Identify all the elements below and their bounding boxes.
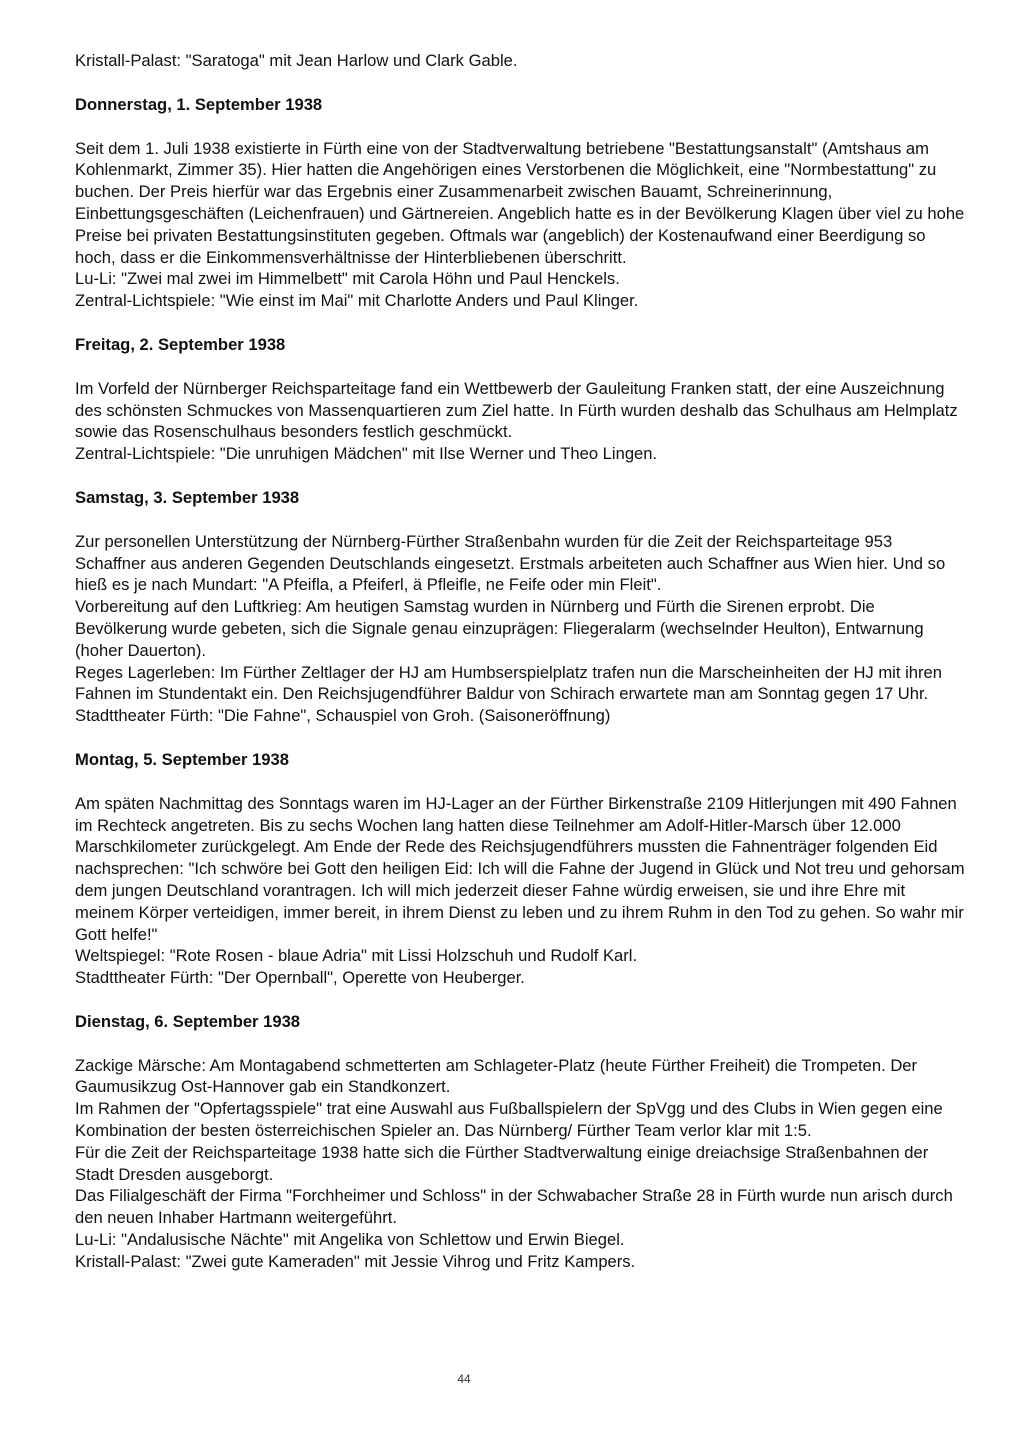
entry-date-heading: Donnerstag, 1. September 1938: [75, 94, 323, 114]
entry-paragraph: Am späten Nachmittag des Sonntags waren im HJ-Lager an der Fürther Birkenstraße 2109 Hitlerjungen mit 490 Fahnen im Rechteck angetreten. Bis zu sechs Wochen lang hatten diese Teilnehmer am Adolf-Hitler-Marsch über 12.000 Marschkilometer zurückgelegt. Am Ende der Rede des Reichsjugendführers mussten die Fahnenträger folgenden Eid nachsprechen: "Ich schwöre bei Gott den heiligen Eid: Ich will die Fahne der Jugend in Glück und Not treu und gehorsam dem jungen Deutschland vorantragen. Ich will mich jederzeit dieser Fahne würdig erweisen, sie und ihre Ehre mit meinem Körper verteidigen, immer bereit, in ihrem Dienst zu leben und zu ihrem Ruhm in den Tod zu gehen. So wahr mir Gott helfe!": [75, 793, 965, 944]
entry-date-heading: Montag, 5. September 1938: [75, 749, 289, 769]
entry-paragraph: Lu-Li: "Andalusische Nächte" mit Angelika von Schlettow und Erwin Biegel.: [75, 1230, 625, 1250]
entry-paragraph: Stadttheater Fürth: "Der Opernball", Operette von Heuberger.: [75, 968, 525, 988]
entry-date-heading: Freitag, 2. September 1938: [75, 334, 286, 354]
entry-paragraph: Im Vorfeld der Nürnberger Reichsparteitage fand ein Wettbewerb der Gauleitung Franken statt, der eine Auszeichnung des schönsten Schmuckes von Massenquartieren zum Ziel hatte. In Fürth wurden deshalb das Schulhaus am Helmplatz sowie das Rosenschulhaus besonders festlich geschmückt.: [75, 378, 958, 442]
entry-paragraph: Zur personellen Unterstützung der Nürnberg-Fürther Straßenbahn wurden für die Zeit der Reichsparteitage 953 Schaffner aus anderen Gegenden Deutschlands eingesetzt. Erstmals arbeiteten auch Schaffner aus Wien hier. Und so hieß es je nach Mundart: "A Pfeifla, a Pfeiferl, ä Pfleifle, ne Feife oder min Fleit".: [75, 531, 946, 595]
entry-paragraph: Im Rahmen der "Opfertagsspiele" trat eine Auswahl aus Fußballspielern der SpVgg und des Clubs in Wien gegen eine Kombination der besten österreichischen Spieler an. Das Nürnberg/ Fürther Team verlor klar mit 1:5.: [75, 1099, 943, 1141]
entry-paragraph: Vorbereitung auf den Luftkrieg: Am heutigen Samstag wurden in Nürnberg und Fürth die Sirenen erprobt. Die Bevölkerung wurde gebeten, sich die Signale genau einzuprägen: Fliegeralarm (wechselnder Heulton), Entwarnung (hoher Dauerton).: [75, 597, 924, 660]
entry-paragraph: Zentral-Lichtspiele: "Wie einst im Mai" mit Charlotte Anders und Paul Klinger.: [75, 291, 639, 311]
entry-date-heading: Samstag, 3. September 1938: [75, 487, 300, 507]
entry-paragraph: Reges Lagerleben: Im Fürther Zeltlager der HJ am Humbserspielplatz trafen nun die Marscheinheiten der HJ mit ihren Fahnen im Stundentakt ein. Den Reichsjugendführer Baldur von Schirach erwartete man am Sonntag gegen 17 Uhr.: [75, 662, 942, 704]
entry-paragraph: Für die Zeit der Reichsparteitage 1938 hatte sich die Fürther Stadtverwaltung einige dreiachsige Straßenbahnen der Stadt Dresden ausgeborgt.: [75, 1142, 929, 1184]
page-number: 44: [457, 1372, 471, 1386]
entry-paragraph: Zentral-Lichtspiele: "Die unruhigen Mädchen" mit Ilse Werner und Theo Lingen.: [75, 444, 658, 464]
entry-paragraph: Das Filialgeschäft der Firma "Forchheimer und Schloss" in der Schwabacher Straße 28 in Fürth wurde nun arisch durch den neuen Inhaber Hartmann weitergeführt.: [75, 1186, 953, 1228]
entry-date-heading: Dienstag, 6. September 1938: [75, 1011, 301, 1031]
entry-paragraph: Stadttheater Fürth: "Die Fahne", Schauspiel von Groh. (Saisoneröffnung): [75, 706, 611, 726]
entry-paragraph: Weltspiegel: "Rote Rosen - blaue Adria" mit Lissi Holzschuh und Rudolf Karl.: [75, 946, 638, 966]
entry-paragraph: Kristall-Palast: "Zwei gute Kameraden" mit Jessie Vihrog und Fritz Kampers.: [75, 1251, 636, 1271]
entry-paragraph: Lu-Li: "Zwei mal zwei im Himmelbett" mit Carola Höhn und Paul Henckels.: [75, 269, 620, 289]
entry-paragraph: Seit dem 1. Juli 1938 existierte in Fürth eine von der Stadtverwaltung betriebene "Bestattungsanstalt" (Amtshaus am Kohlenmarkt, Zimmer 35). Hier hatten die Angehörigen eines Verstorbenen die Möglichkeit, eine "Normbestattung" zu buchen. Der Preis hierfür war das Ergebnis einer Zusammenarbeit zwischen Bauamt, Schreinerinnung, Einbettungsgeschäften (Leichenfrauen) und Gärtnereien. Angeblich hatte es in der Bevölkerung Klagen über viel zu hohe Preise bei privaten Bestattungsinstituten gegeben. Oftmals war (angeblich) der Kostenaufwand einer Beerdigung so hoch, dass er die Einkommensverhältnisse der Hinterbliebenen überschritt.: [75, 138, 965, 267]
entry-paragraph: Zackige Märsche: Am Montagabend schmetterten am Schlageter-Platz (heute Fürther Freiheit) die Trompeten. Der Gaumusikzug Ost-Hannover gab ein Standkonzert.: [75, 1055, 918, 1097]
document-page: [75, 50, 965, 1273]
intro-line: Kristall-Palast: "Saratoga" mit Jean Harlow und Clark Gable.: [75, 51, 518, 70]
